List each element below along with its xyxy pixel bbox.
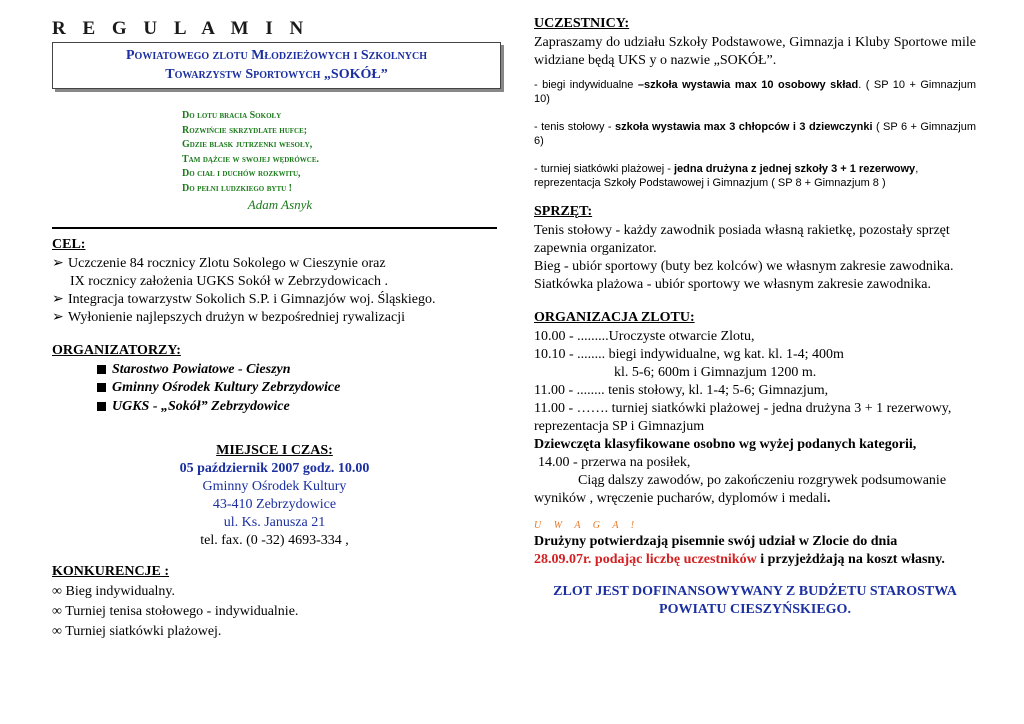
poem-line: Do ciał i duchów rozkwitu, (182, 168, 301, 180)
square-bullet-icon (97, 383, 106, 392)
list-item: ∞ Turniej siatkówki plażowej. (52, 624, 222, 640)
arrow-icon: ➢ (52, 255, 64, 271)
place-heading: MIEJSCE I CZAS: (216, 443, 333, 459)
list-item: Starostwo Powiatowe - Cieszyn (52, 361, 497, 380)
competitions-list (52, 582, 497, 642)
list-item: ➢ Wyłonienie najlepszych drużyn w bezpośredniej rywalizacji (52, 309, 405, 325)
list-item: Gminny Ośrodek Kultury Zebrzydowice (52, 379, 497, 398)
equipment-line: Siatkówka plażowa - ubiór sportowy we własnym zakresie zawodnika. (534, 277, 931, 292)
arrow-icon: ➢ (52, 291, 64, 307)
arrow-icon: ➢ (52, 309, 64, 325)
schedule (534, 328, 976, 508)
organizers-list (52, 361, 497, 417)
poem-line: Rozwińcie skrzydlate hufce; (182, 124, 308, 136)
event-title-box (52, 42, 501, 89)
poem-author: Adam Asnyk (247, 196, 313, 212)
event-date: 05 październik 2007 godz. 10.00 (179, 461, 370, 477)
poem-line: Gdzie blask jutrzenki wesoły, (182, 139, 313, 151)
participants-heading: UCZESTNICY: (534, 16, 630, 31)
document-title: R E G U L A M I N (52, 18, 310, 39)
cel-list (52, 255, 497, 327)
organizers-heading: ORGANIZATORZY: (52, 342, 181, 358)
infinity-icon: ∞ (52, 604, 62, 620)
list-item: ➢ Integracja towarzystw Sokolich S.P. i Gimnazjów woj. Śląskiego. (52, 291, 436, 307)
competitions-heading: KONKURENCJE : (52, 564, 170, 580)
poem (182, 109, 497, 197)
schedule-item: 11.00 - ……. turniej siatkówki plażowej - jedna drużyna 3 + 1 rezerwowy, reprezentacja SP i Gimnazjum (534, 401, 952, 434)
participants-rule-run: - biegi indywidualne –szkoła wystawia max 10 osobowy skład. ( SP 10 + Gimnazjum 10) (534, 79, 976, 105)
confirmation-note: Drużyny potwierdzają pisemnie swój udział w Zlocie do dnia 28.09.07r. podając liczbę uczestników i przyjeżdżają na koszt własny. (534, 534, 945, 567)
infinity-icon: ∞ (52, 584, 62, 600)
girls-note: Dziewczęta klasyfikowane osobno wg wyżej podanych kategorii, (534, 437, 917, 452)
schedule-item: kl. 5-6; 600m i Gimnazjum 1200 m. (614, 365, 817, 380)
event-title-line2: Towarzystw Sportowych „SOKÓŁ” (165, 67, 388, 82)
participants-rule-volley: - turniej siatkówki plażowej - jedna drużyna z jednej szkoły 3 + 1 rezerwowy, reprezentacja Szkoły Podstawowej i Gimnazjum ( SP 8 + Gimnazjum 8 ) (534, 163, 919, 189)
schedule-heading: ORGANIZACJA ZLOTU: (534, 310, 695, 325)
list-item: ∞ Bieg indywidualny. (52, 584, 176, 600)
participants-text: Zapraszamy do udziału Szkoły Podstawowe, Gimnazja i Kluby Sportowe mile widziane będą UKS y o nazwie „SOKÓŁ”. (534, 35, 976, 68)
place-tel: tel. fax. (0 -32) 4693-334 , (200, 533, 349, 549)
warning-label: U W A G A ! (534, 520, 640, 531)
funding-note: ZLOT JEST DOFINANSOWYWANY Z BUDŻETU STAROSTWA POWIATU CIESZYŃSKIEGO. (553, 584, 957, 617)
schedule-item: 10.00 - .........Uroczyste otwarcie Zlotu, (534, 329, 755, 344)
closing-note: Ciąg dalszy zawodów, po zakończeniu rozgrywek podsumowanie wyników , wręczenie pucharów, dyplomów i medali. (534, 473, 947, 506)
lunch-break: 14.00 - przerwa na posiłek, (538, 455, 691, 470)
poem-line: Do lotu bracia Sokoły (182, 110, 282, 121)
place-line: 43-410 Zebrzydowice (212, 497, 337, 513)
place-line: Gminny Ośrodek Kultury (202, 479, 347, 495)
square-bullet-icon (97, 365, 106, 374)
place-line: ul. Ks. Janusza 21 (223, 515, 326, 531)
list-item-continuation: IX rocznicy założenia UGKS Sokół w Zebrzydowicach . (70, 273, 389, 289)
divider (52, 227, 497, 229)
equipment-line: Bieg - ubiór sportowy (buty bez kolców) we własnym zakresie zawodnika. (534, 259, 954, 274)
equipment-line: Tenis stołowy - każdy zawodnik posiada własną rakietkę, pozostały sprzęt zapewnia organizator. (534, 223, 950, 256)
participants-rule-tennis: - tenis stołowy - szkoła wystawia max 3 chłopców i 3 dziewczynki ( SP 6 + Gimnazjum 6) (534, 121, 976, 147)
schedule-item: 11.00 - ........ tenis stołowy, kl. 1-4; 5-6; Gimnazjum, (534, 383, 829, 398)
poem-line: Tam dążcie w swojej wędrówce. (182, 153, 320, 165)
infinity-icon: ∞ (52, 624, 62, 640)
place-section (52, 442, 497, 550)
list-item: UGKS - „Sokół” Zebrzydowice (52, 398, 497, 417)
event-title-line1: Powiatowego zlotu Młodzieżowych i Szkolnych (125, 48, 427, 63)
list-item: ➢ Uczczenie 84 rocznicy Zlotu Sokolego w Cieszynie oraz (52, 255, 386, 271)
square-bullet-icon (97, 402, 106, 411)
poem-line: Do pełni ludzkiego bytu ! (182, 182, 293, 194)
right-column (534, 16, 976, 619)
schedule-item: 10.10 - ........ biegi indywidualne, wg kat. kl. 1-4; 400m (534, 347, 844, 362)
list-item: ∞ Turniej tenisa stołowego - indywidualnie. (52, 604, 299, 620)
left-column (52, 18, 497, 642)
equipment-text (534, 222, 976, 294)
cel-heading: CEL: (52, 236, 86, 252)
equipment-heading: SPRZĘT: (534, 204, 593, 219)
